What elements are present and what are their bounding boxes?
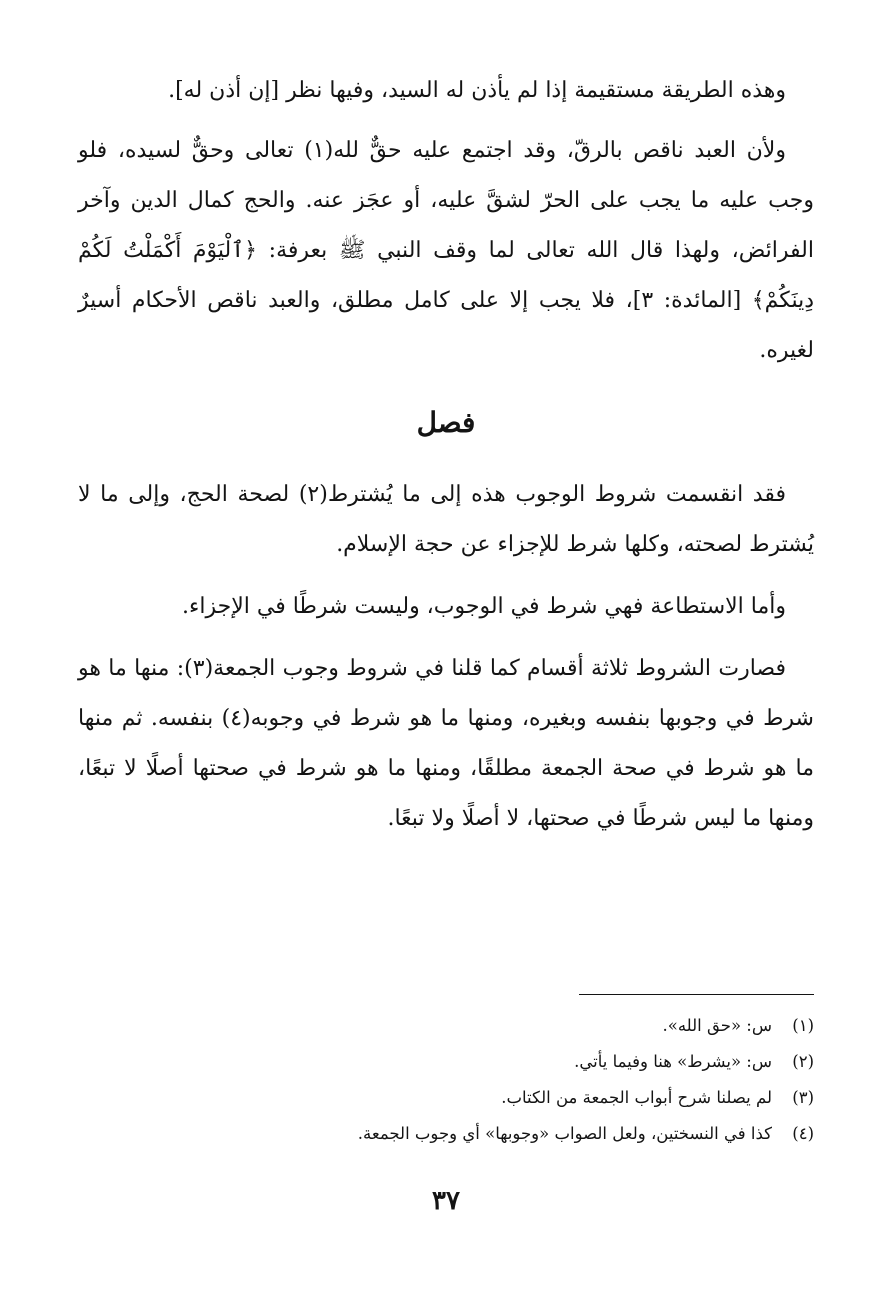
footnote-number: (١) (792, 1016, 814, 1035)
page-body (78, 66, 814, 856)
footnote-text: س: «يشرط» هنا وفيما يأتي. (574, 1052, 772, 1071)
footnote-divider (579, 994, 814, 995)
footnote-item (78, 1008, 814, 1044)
footnote-number: (٤) (792, 1124, 814, 1143)
page-number: ٣٧ (432, 1186, 460, 1216)
footnote-number: (٢) (792, 1052, 814, 1071)
paragraph-4: وأما الاستطاعة فهي شرط في الوجوب، وليست شرطًا في الإجزاء. (182, 594, 786, 619)
footnote-number: (٣) (792, 1088, 814, 1107)
footnote-text: كذا في النسختين، ولعل الصواب «وجوبها» أي وجوب الجمعة. (357, 1124, 772, 1143)
footnotes-list (78, 1008, 814, 1152)
footnote-item (78, 1116, 814, 1152)
footnote-item (78, 1044, 814, 1080)
footnote-text: س: «حق الله». (662, 1016, 772, 1035)
footnote-item (78, 1080, 814, 1116)
paragraph-5: فصارت الشروط ثلاثة أقسام كما قلنا في شروط وجوب الجمعة(٣): منها ما هو شرط في وجوبها بنفسه وبغيره، ومنها ما هو شرط في وجوبه(٤) بنفسه. ثم منها ما هو شرط في صحة الجمعة مطلقًا، ومنها ما هو شرط في صحتها أصلًا لا تبعًا، ومنها ما ليس شرطًا في صحتها، لا أصلًا ولا تبعًا. (78, 656, 814, 831)
footnote-text: لم يصلنا شرح أبواب الجمعة من الكتاب. (501, 1088, 772, 1107)
section-title: فصل (416, 406, 476, 439)
paragraph-3: فقد انقسمت شروط الوجوب هذه إلى ما يُشترط(٢) لصحة الحج، وإلى ما لا يُشترط لصحته، وكلها شرط للإجزاء عن حجة الإسلام. (78, 482, 814, 557)
paragraph-1: وهذه الطريقة مستقيمة إذا لم يأذن له السيد، وفيها نظر [إن أذن له]. (168, 78, 786, 103)
paragraph-2: ولأن العبد ناقص بالرقّ، وقد اجتمع عليه حقٌّ لله(١) تعالى وحقٌّ لسيده، فلو وجب عليه ما يجب على الحرّ لشقَّ عليه، أو عجَز عنه. والحج كمال الدين وآخر الفرائض، ولهذا قال الله تعالى لما وقف النبي ﷺ بعرفة: ﴿ٱلْيَوْمَ أَكْمَلْتُ لَكُمْ دِينَكُمْ﴾ [المائدة: ٣]، فلا يجب إلا على كامل مطلق، والعبد ناقص الأحكام أسيرٌ لغيره. (78, 138, 815, 363)
